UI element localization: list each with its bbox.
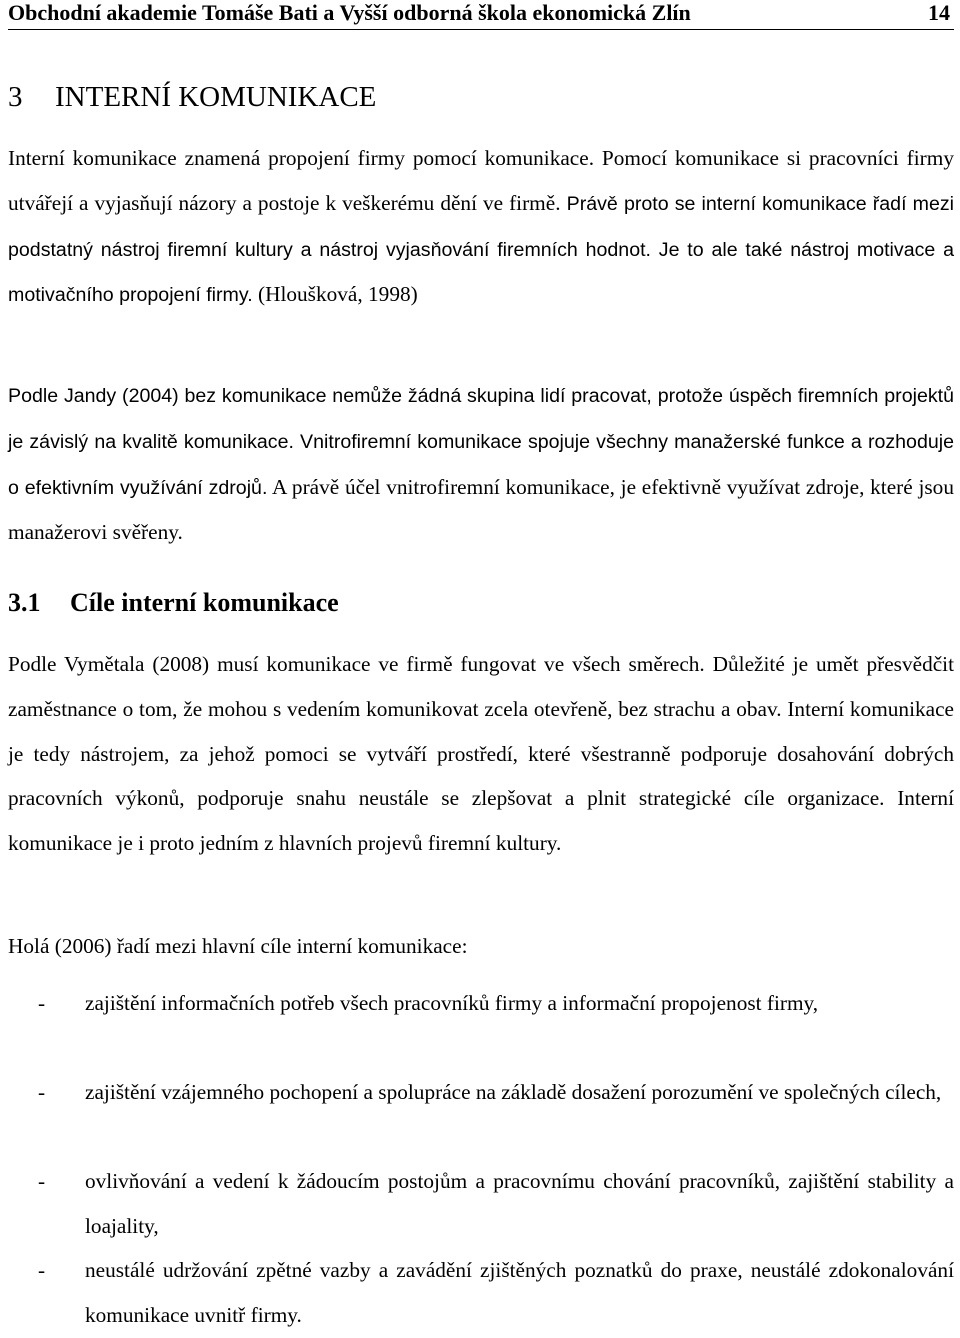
list-item-text: neustálé udržování zpětné vazby a zavádění zjištěných poznatků do praxe, neustálé zdokonalování komunikace uvnitř firmy. <box>85 1258 954 1327</box>
list-item <box>8 1248 954 1338</box>
list-dash: - <box>38 991 46 1015</box>
list-item <box>8 1070 954 1115</box>
vymetal-paragraph: Podle Vymětala (2008) musí komunikace ve firmě fungovat ve všech směrech. Důležité je umět přesvědčit zaměstnance o tom, že mohou s vedením komunikovat zcela otevřeně, bez strachu a obav. Interní komunikace je tedy nástrojem, za jehož pomoci se vytváří prostředí, které všestranně podporuje dosahování dobrých pracovních výkonů, podporuje snahu neustále se zlepšovat a plnit strategické cíle organizace. Interní komunikace je i proto jedním z hlavních projevů firemní kultury. <box>8 652 954 856</box>
list-item-text: ovlivňování a vedení k žádoucím postojům a pracovnímu chování pracovníků, zajištění stability a loajality, <box>85 1169 954 1238</box>
janda-text-2: A právě účel vnitrofiremní komunikace, je efektivně využívat zdroje, které jsou manažerovi svěřeny. <box>8 474 954 545</box>
section-title: Cíle interní komunikace <box>70 588 339 617</box>
janda-paragraph <box>8 373 954 555</box>
chapter-number: 3 <box>8 81 23 113</box>
page-number: 14 <box>928 0 950 25</box>
page-header <box>8 0 954 30</box>
hola-intro: Holá (2006) řadí mezi hlavní cíle interní komunikace: <box>8 934 468 958</box>
list-item-text: zajištění vzájemného pochopení a spolupráce na základě dosažení porozumění ve společných cílech, <box>85 1080 942 1104</box>
section-number: 3.1 <box>8 588 41 617</box>
janda-text-1: Podle Jandy (2004) bez komunikace nemůže žádná skupina lidí pracovat, protože úspěch firemních projektů je závislý na kvalitě komunikace. Vnitrofiremní komunikace spojuje všechny manažerské funkce a rozhoduje o efektivním využívání zdrojů. <box>8 385 954 499</box>
header-school-name: Obchodní akademie Tomáše Bati a Vyšší odborná škola ekonomická Zlín <box>8 0 691 25</box>
list-item <box>8 1159 954 1249</box>
list-item <box>8 981 954 1026</box>
intro-text-2: Právě proto se interní komunikace řadí mezi podstatný nástroj firemní kultury a nástroj vyjasňování firemních hodnot. Je to ale také nástroj motivace a motivačního propojení firmy. <box>8 192 954 307</box>
intro-text-1: Interní komunikace znamená propojení firmy pomocí komunikace. Pomocí komunikace si pracovníci firmy utvářejí a vyjasňují názory a postoje k veškerému dění ve firmě. <box>8 146 954 215</box>
intro-paragraph <box>8 136 954 318</box>
list-dash: - <box>38 1258 46 1282</box>
section-heading <box>8 587 339 619</box>
list-item-text: zajištění informačních potřeb všech pracovníků firmy a informační propojenost firmy, <box>85 991 819 1015</box>
intro-citation: (Hloušková, 1998) <box>252 282 418 307</box>
chapter-title: INTERNÍ KOMUNIKACE <box>55 81 377 113</box>
list-dash: - <box>38 1169 46 1193</box>
list-dash: - <box>38 1080 46 1104</box>
chapter-heading <box>8 80 376 114</box>
